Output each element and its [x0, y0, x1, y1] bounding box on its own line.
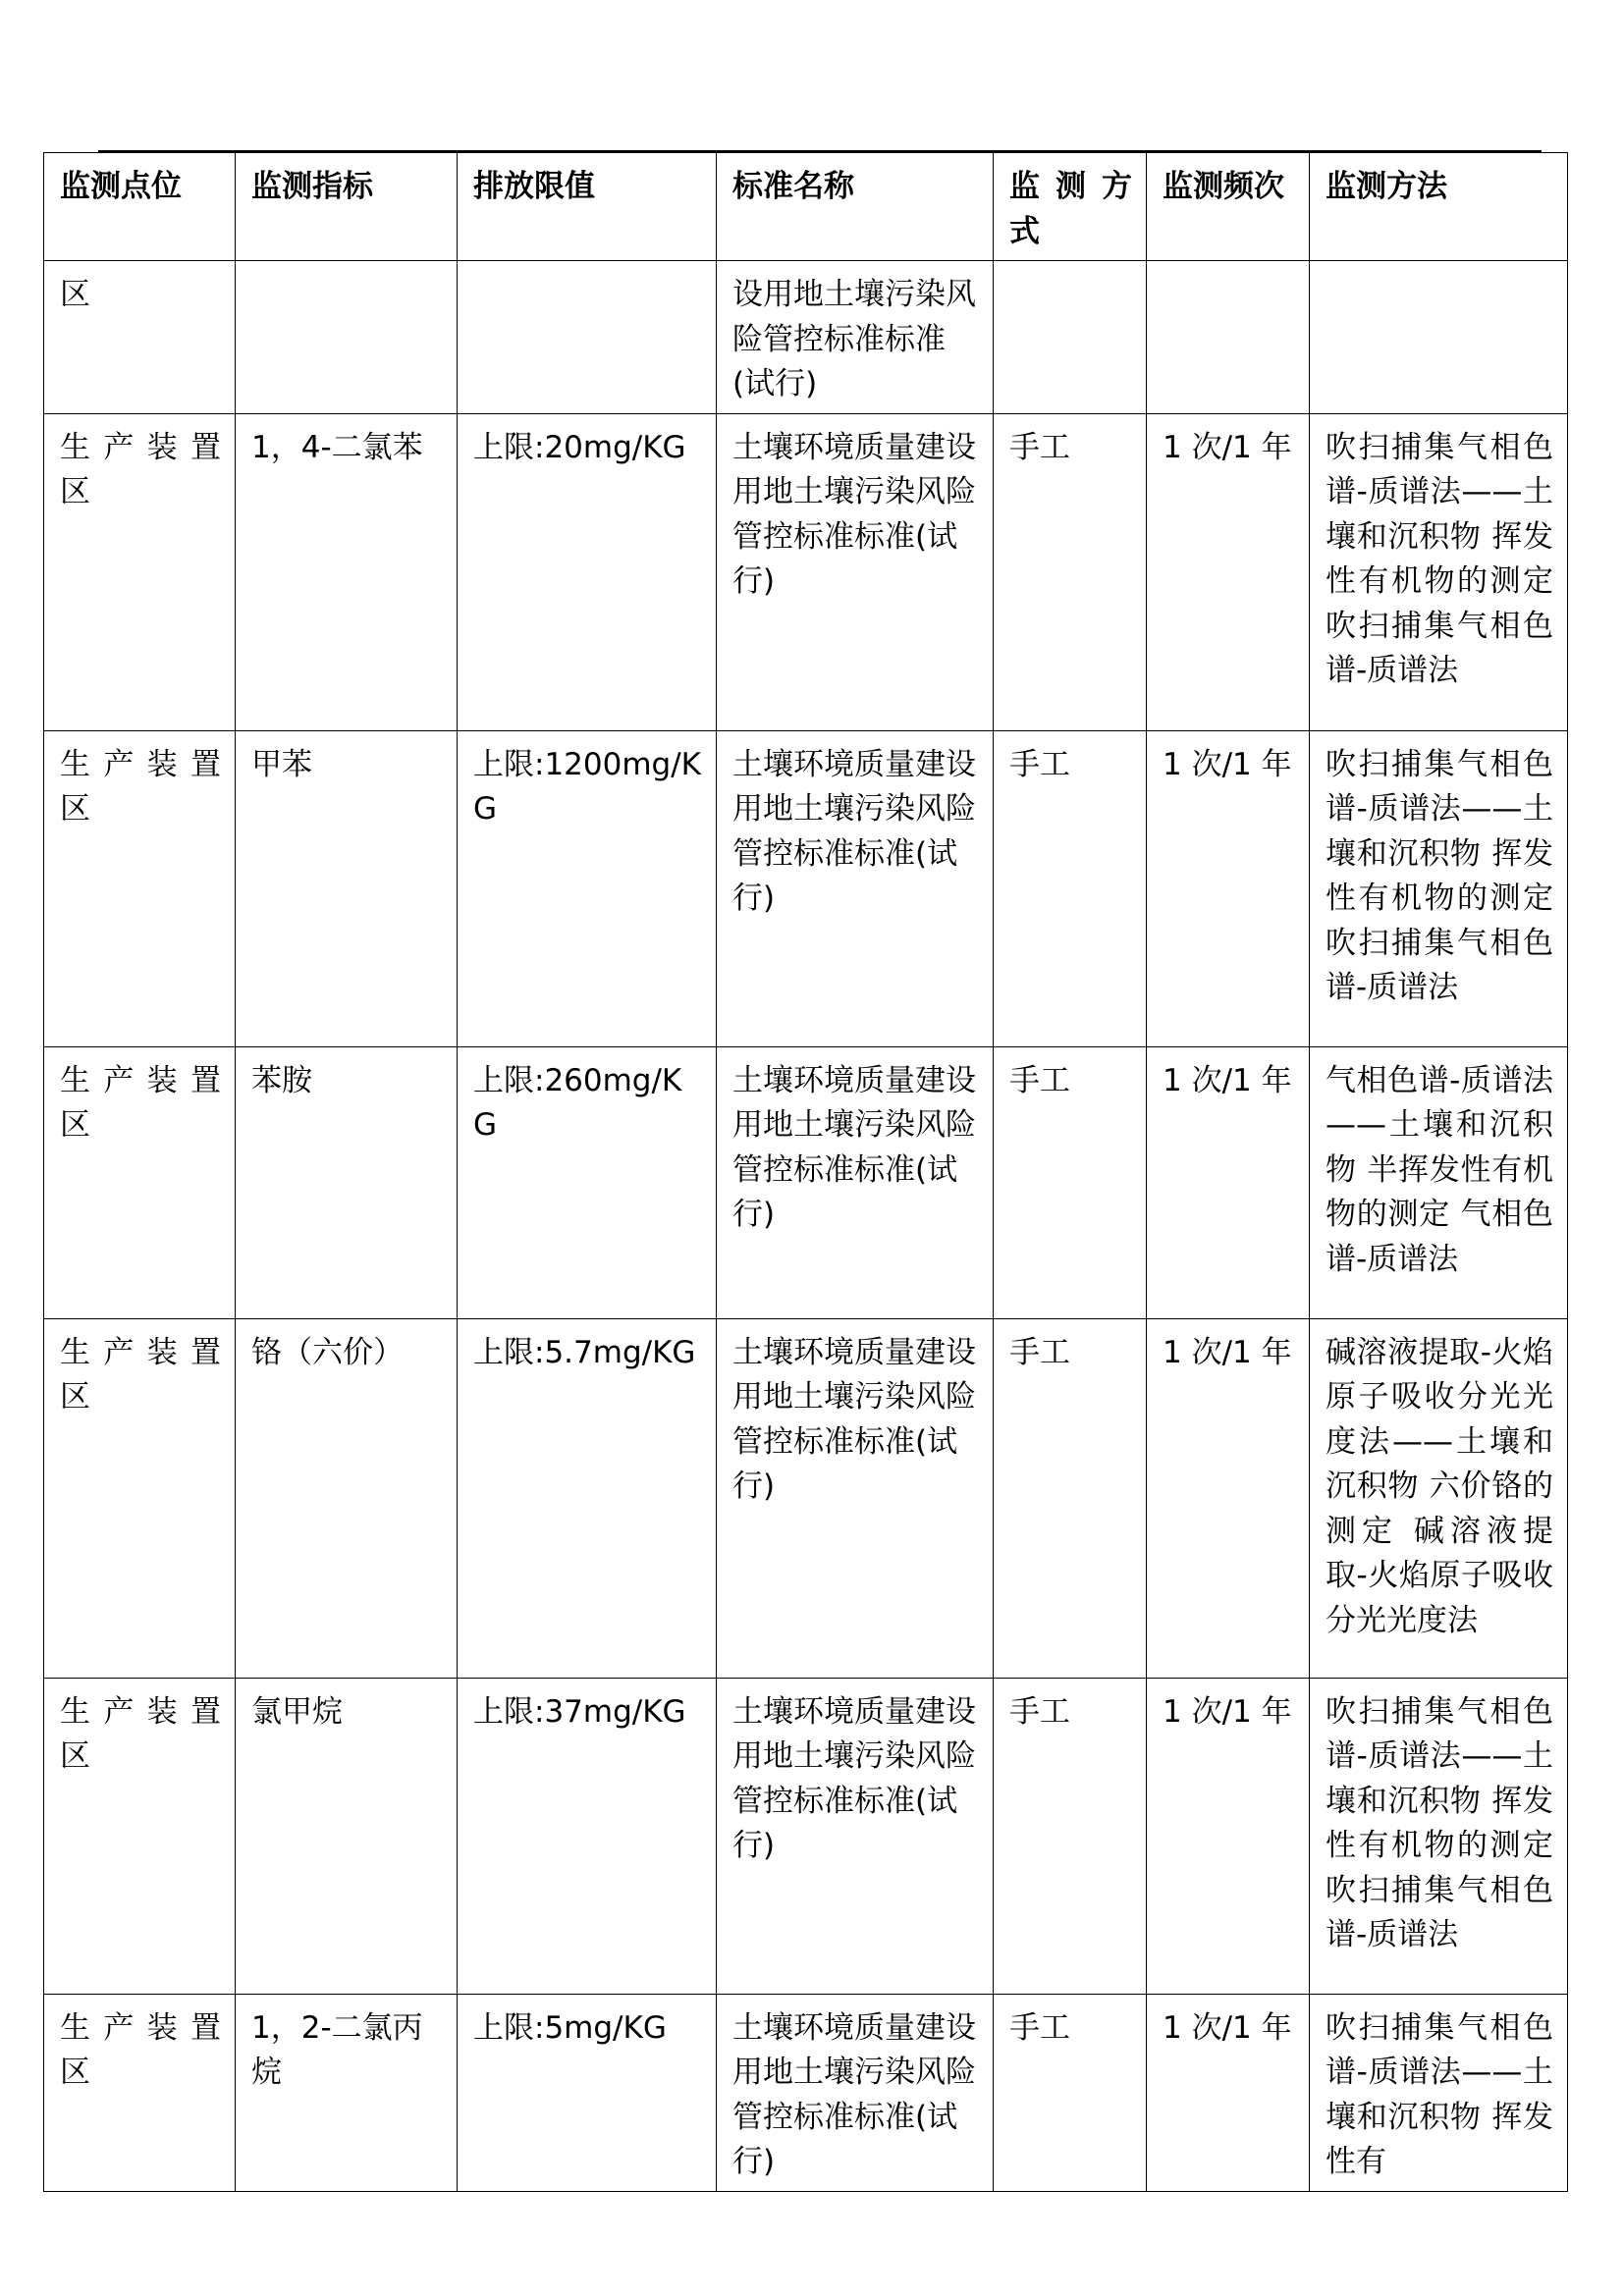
cell-standard-name: 土壤环境质量建设用地土壤污染风险管控标准标准(试行): [717, 730, 994, 1046]
cell-emission-limit: 上限:5.7mg/KG: [458, 1318, 717, 1678]
cell-monitoring-indicator: 苯胺: [236, 1046, 458, 1318]
cell-monitoring-indicator: 甲苯: [236, 730, 458, 1046]
cell-emission-limit: [458, 261, 717, 414]
cell-monitoring-point: 生 产 装 置 区: [44, 413, 236, 730]
cell-monitoring-frequency: 1 次/1 年: [1147, 730, 1310, 1046]
cell-monitoring-method: 吹扫捕集气相色谱-质谱法——土壤和沉积物 挥发性有机物的测定 吹扫捕集气相色谱-质谱法: [1310, 730, 1568, 1046]
cell-standard-name: 设用地土壤污染风险管控标准标准(试行): [717, 261, 994, 414]
cell-standard-name: 土壤环境质量建设用地土壤污染风险管控标准标准(试行): [717, 413, 994, 730]
cell-monitoring-mode: 手工: [994, 730, 1147, 1046]
cell-monitoring-mode: 手工: [994, 1678, 1147, 1994]
cell-emission-limit: 上限:1200mg/KG: [458, 730, 717, 1046]
cell-monitoring-indicator: [236, 261, 458, 414]
header-monitoring-frequency: 监测频次: [1147, 153, 1310, 261]
cell-monitoring-mode: 手工: [994, 1318, 1147, 1678]
cell-monitoring-frequency: [1147, 261, 1310, 414]
cell-monitoring-mode: 手工: [994, 1046, 1147, 1318]
table-row: [44, 730, 1568, 1046]
cell-monitoring-method: 吹扫捕集气相色谱-质谱法——土壤和沉积物 挥发性有机物的测定 吹扫捕集气相色谱-质谱法: [1310, 413, 1568, 730]
cell-monitoring-frequency: 1 次/1 年: [1147, 1994, 1310, 2191]
cell-standard-name: 土壤环境质量建设用地土壤污染风险管控标准标准(试行): [717, 1318, 994, 1678]
cell-monitoring-method: 吹扫捕集气相色谱-质谱法——土壤和沉积物 挥发性有: [1310, 1994, 1568, 2191]
cell-monitoring-indicator: 铬（六价）: [236, 1318, 458, 1678]
table-header-row: [44, 153, 1568, 261]
cell-monitoring-indicator: 1，4-二氯苯: [236, 413, 458, 730]
cell-monitoring-mode: 手工: [994, 413, 1147, 730]
cell-monitoring-frequency: 1 次/1 年: [1147, 413, 1310, 730]
header-standard-name: 标准名称: [717, 153, 994, 261]
header-monitoring-mode: 监 测 方 式: [994, 153, 1147, 261]
table-row: [44, 261, 1568, 414]
table-row: [44, 413, 1568, 730]
cell-monitoring-frequency: 1 次/1 年: [1147, 1678, 1310, 1994]
table-row: [44, 1318, 1568, 1678]
table-row: [44, 1678, 1568, 1994]
cell-monitoring-method: [1310, 261, 1568, 414]
cell-monitoring-mode: [994, 261, 1147, 414]
table-row: [44, 1046, 1568, 1318]
cell-monitoring-point: 生 产 装 置 区: [44, 1994, 236, 2191]
cell-monitoring-method: 气相色谱-质谱法——土壤和沉积物 半挥发性有机物的测定 气相色谱-质谱法: [1310, 1046, 1568, 1318]
header-monitoring-method: 监测方法: [1310, 153, 1568, 261]
header-monitoring-indicator: 监测指标: [236, 153, 458, 261]
header-emission-limit: 排放限值: [458, 153, 717, 261]
cell-monitoring-point: 区: [44, 261, 236, 414]
monitoring-table: [43, 152, 1568, 2192]
cell-monitoring-mode: 手工: [994, 1994, 1147, 2191]
cell-standard-name: 土壤环境质量建设用地土壤污染风险管控标准标准(试行): [717, 1994, 994, 2191]
cell-monitoring-method: 吹扫捕集气相色谱-质谱法——土壤和沉积物 挥发性有机物的测定 吹扫捕集气相色谱-质谱法: [1310, 1678, 1568, 1994]
cell-monitoring-indicator: 氯甲烷: [236, 1678, 458, 1994]
table-row: [44, 1994, 1568, 2191]
cell-emission-limit: 上限:37mg/KG: [458, 1678, 717, 1994]
cell-monitoring-frequency: 1 次/1 年: [1147, 1318, 1310, 1678]
cell-standard-name: 土壤环境质量建设用地土壤污染风险管控标准标准(试行): [717, 1046, 994, 1318]
cell-monitoring-point: 生 产 装 置 区: [44, 730, 236, 1046]
header-monitoring-point: 监测点位: [44, 153, 236, 261]
cell-emission-limit: 上限:5mg/KG: [458, 1994, 717, 2191]
cell-emission-limit: 上限:260mg/KG: [458, 1046, 717, 1318]
cell-monitoring-indicator: 1，2-二氯丙烷: [236, 1994, 458, 2191]
cell-monitoring-point: 生 产 装 置 区: [44, 1678, 236, 1994]
cell-emission-limit: 上限:20mg/KG: [458, 413, 717, 730]
cell-monitoring-point: 生 产 装 置 区: [44, 1318, 236, 1678]
cell-monitoring-frequency: 1 次/1 年: [1147, 1046, 1310, 1318]
cell-monitoring-method: 碱溶液提取-火焰原子吸收分光光度法——土壤和沉积物 六价铬的测定 碱溶液提取-火焰原子吸收分光光度法: [1310, 1318, 1568, 1678]
cell-standard-name: 土壤环境质量建设用地土壤污染风险管控标准标准(试行): [717, 1678, 994, 1994]
cell-monitoring-point: 生 产 装 置 区: [44, 1046, 236, 1318]
